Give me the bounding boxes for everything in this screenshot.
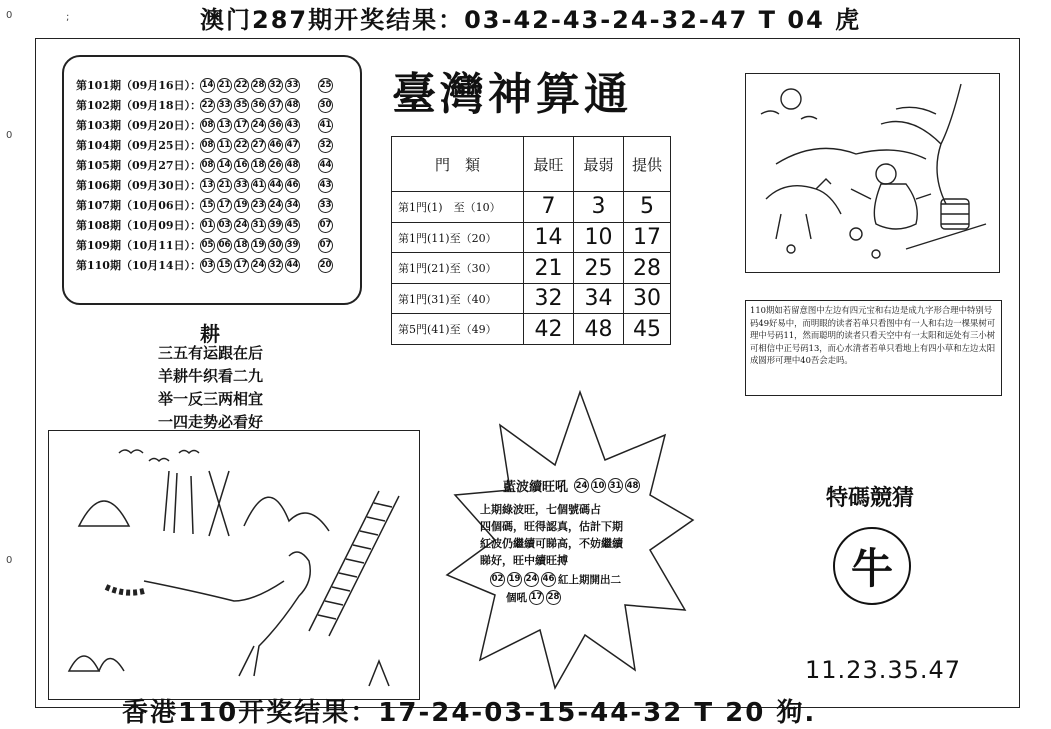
starburst-foot2-text: 個吼 bbox=[506, 591, 527, 604]
draw-history-row bbox=[76, 255, 350, 275]
number-ball: 08 bbox=[200, 138, 215, 153]
cell-range: 第1門(21)至（30） bbox=[392, 253, 524, 284]
number-ball: 41 bbox=[251, 178, 266, 193]
starburst-foot-row bbox=[490, 570, 690, 588]
draw-history-row bbox=[76, 195, 350, 215]
table-header-row bbox=[392, 137, 671, 192]
draw-history-row bbox=[76, 95, 350, 115]
draw-numbers bbox=[200, 118, 300, 133]
number-ball: 35 bbox=[234, 98, 249, 113]
header-max: 最旺 bbox=[524, 137, 574, 192]
margin-mark: 0 bbox=[6, 130, 13, 141]
number-ball: 33 bbox=[217, 98, 232, 113]
number-ball: 14 bbox=[200, 78, 215, 93]
draw-period-label: 第102期（09月18日）： bbox=[76, 99, 202, 112]
draw-period-label: 第107期（10月06日）： bbox=[76, 199, 202, 212]
cell-range: 第1門(11)至（20） bbox=[392, 222, 524, 253]
number-ball: 11 bbox=[217, 138, 232, 153]
special-number-ball: 32 bbox=[318, 138, 333, 153]
draw-numbers bbox=[200, 158, 300, 173]
special-number-ball: 25 bbox=[318, 78, 333, 93]
special-number-ball: 30 bbox=[318, 98, 333, 113]
special-guess-numbers: 11.23.35.47 bbox=[805, 656, 962, 684]
table-row bbox=[392, 253, 671, 284]
number-ball: 24 bbox=[234, 218, 249, 233]
special-number-ball: 20 bbox=[318, 258, 333, 273]
cell-min: 10 bbox=[574, 222, 624, 253]
draw-period-label: 第101期（09月16日）： bbox=[76, 79, 202, 92]
starburst-line: 上期綠波旺，七個號碼占 bbox=[480, 503, 601, 516]
margin-mark: 0 bbox=[6, 555, 13, 566]
number-ball: 32 bbox=[268, 78, 283, 93]
cell-provide: 17 bbox=[624, 222, 671, 253]
cell-range: 第1門(1) 至（10） bbox=[392, 192, 524, 223]
number-ball: 46 bbox=[541, 572, 556, 587]
number-ball: 10 bbox=[591, 478, 606, 493]
number-ball: 19 bbox=[507, 572, 522, 587]
number-ball: 39 bbox=[268, 218, 283, 233]
number-ball: 23 bbox=[251, 198, 266, 213]
draw-history-row bbox=[76, 75, 350, 95]
starburst-foot2-balls bbox=[529, 590, 561, 605]
cell-provide: 30 bbox=[624, 283, 671, 314]
number-ball: 27 bbox=[251, 138, 266, 153]
header-min: 最弱 bbox=[574, 137, 624, 192]
number-ball: 32 bbox=[268, 258, 283, 273]
number-ball: 19 bbox=[234, 198, 249, 213]
draw-history-row bbox=[76, 115, 350, 135]
number-ball: 18 bbox=[234, 238, 249, 253]
number-ball: 48 bbox=[625, 478, 640, 493]
number-ball: 36 bbox=[268, 118, 283, 133]
number-ball: 01 bbox=[200, 218, 215, 233]
poem-title: 耕 bbox=[200, 322, 220, 346]
number-ball: 24 bbox=[524, 572, 539, 587]
number-ball: 05 bbox=[200, 238, 215, 253]
number-ball: 44 bbox=[268, 178, 283, 193]
special-number-ball: 43 bbox=[318, 178, 333, 193]
number-ball: 14 bbox=[217, 158, 232, 173]
number-ball: 15 bbox=[200, 198, 215, 213]
starburst-line: 紅波仍繼續可睇高，不妨繼續 bbox=[480, 537, 623, 550]
special-number-ball: 07 bbox=[318, 238, 333, 253]
number-ball: 28 bbox=[546, 590, 561, 605]
number-ball: 44 bbox=[285, 258, 300, 273]
number-ball: 21 bbox=[217, 78, 232, 93]
draw-period-label: 第104期（09月25日）： bbox=[76, 139, 202, 152]
boy-deer-illustration bbox=[745, 73, 1000, 273]
cell-min: 25 bbox=[574, 253, 624, 284]
cat-ladder-drawing bbox=[49, 431, 419, 699]
starburst-foot-balls bbox=[490, 572, 556, 587]
number-ball: 02 bbox=[490, 572, 505, 587]
draw-period-label: 第108期（10月09日）： bbox=[76, 219, 202, 232]
number-ball: 19 bbox=[251, 238, 266, 253]
number-ball: 22 bbox=[234, 78, 249, 93]
draw-period-label: 第106期（09月30日）： bbox=[76, 179, 202, 192]
table-row bbox=[392, 192, 671, 223]
number-ball: 26 bbox=[268, 158, 283, 173]
starburst-title-balls bbox=[574, 478, 640, 493]
special-number-ball: 41 bbox=[318, 118, 333, 133]
door-stats-table bbox=[391, 136, 671, 345]
draw-period-label: 第109期（10月11日）： bbox=[76, 239, 202, 252]
header-category: 門 類 bbox=[392, 137, 524, 192]
starburst-body bbox=[480, 501, 680, 569]
starburst-line: 四個碼，旺得認真，估計下期 bbox=[480, 520, 623, 533]
number-ball: 21 bbox=[217, 178, 232, 193]
draw-numbers bbox=[200, 98, 300, 113]
draw-numbers bbox=[200, 218, 300, 233]
cell-max: 42 bbox=[524, 314, 574, 345]
hongkong-result-banner: 香港110开奖结果：17-24-03-15-44-32 T 20 狗. bbox=[122, 698, 817, 728]
draw-history-row bbox=[76, 175, 350, 195]
number-ball: 24 bbox=[268, 198, 283, 213]
cell-provide: 28 bbox=[624, 253, 671, 284]
cell-provide: 45 bbox=[624, 314, 671, 345]
draw-history-panel bbox=[62, 55, 362, 305]
number-ball: 33 bbox=[285, 78, 300, 93]
number-ball: 13 bbox=[200, 178, 215, 193]
number-ball: 03 bbox=[200, 258, 215, 273]
number-ball: 48 bbox=[285, 98, 300, 113]
draw-history-row bbox=[76, 215, 350, 235]
number-ball: 24 bbox=[251, 258, 266, 273]
number-ball: 17 bbox=[217, 198, 232, 213]
header-provide: 提供 bbox=[624, 137, 671, 192]
number-ball: 28 bbox=[251, 78, 266, 93]
number-ball: 24 bbox=[574, 478, 589, 493]
special-number-ball: 44 bbox=[318, 158, 333, 173]
number-ball: 06 bbox=[217, 238, 232, 253]
starburst-foot-row bbox=[490, 588, 690, 606]
number-ball: 22 bbox=[200, 98, 215, 113]
number-ball: 17 bbox=[234, 258, 249, 273]
number-ball: 17 bbox=[529, 590, 544, 605]
number-ball: 13 bbox=[217, 118, 232, 133]
starburst-line: 睇好，旺中續旺搏 bbox=[480, 554, 568, 567]
draw-numbers bbox=[200, 178, 300, 193]
number-ball: 22 bbox=[234, 138, 249, 153]
number-ball: 46 bbox=[268, 138, 283, 153]
draw-numbers bbox=[200, 138, 300, 153]
draw-history-row bbox=[76, 235, 350, 255]
cell-max: 7 bbox=[524, 192, 574, 223]
number-ball: 46 bbox=[285, 178, 300, 193]
number-ball: 37 bbox=[268, 98, 283, 113]
poem bbox=[158, 342, 298, 434]
starburst-title bbox=[503, 476, 640, 495]
number-ball: 31 bbox=[608, 478, 623, 493]
starburst-title-text: 藍波續旺吼 bbox=[503, 480, 569, 495]
number-ball: 31 bbox=[251, 218, 266, 233]
number-ball: 36 bbox=[251, 98, 266, 113]
draw-numbers bbox=[200, 198, 300, 213]
table-row bbox=[392, 222, 671, 253]
number-ball: 08 bbox=[200, 118, 215, 133]
macau-result-banner: 澳门287期开奖结果：03-42-43-24-32-47 T 04 虎 bbox=[200, 6, 862, 34]
special-guess-label: 特碼競猜 bbox=[826, 485, 915, 511]
draw-numbers bbox=[200, 238, 300, 253]
special-number-ball: 07 bbox=[318, 218, 333, 233]
margin-mark: ; bbox=[66, 12, 70, 23]
number-ball: 45 bbox=[285, 218, 300, 233]
page-title: 臺灣神算通 bbox=[392, 69, 632, 120]
number-ball: 39 bbox=[285, 238, 300, 253]
boy-deer-drawing bbox=[746, 74, 999, 272]
draw-history-row bbox=[76, 155, 350, 175]
number-ball: 24 bbox=[251, 118, 266, 133]
table-row bbox=[392, 283, 671, 314]
poem-line: 举一反三两相宜 bbox=[158, 390, 264, 408]
cell-provide: 5 bbox=[624, 192, 671, 223]
cat-ladder-illustration bbox=[48, 430, 420, 700]
number-ball: 34 bbox=[285, 198, 300, 213]
draw-numbers bbox=[200, 78, 300, 93]
special-number-ball: 33 bbox=[318, 198, 333, 213]
cell-max: 21 bbox=[524, 253, 574, 284]
number-ball: 48 bbox=[285, 158, 300, 173]
number-ball: 08 bbox=[200, 158, 215, 173]
number-ball: 17 bbox=[234, 118, 249, 133]
number-ball: 33 bbox=[234, 178, 249, 193]
number-ball: 15 bbox=[217, 258, 232, 273]
number-ball: 43 bbox=[285, 118, 300, 133]
cell-range: 第5門(41)至（49） bbox=[392, 314, 524, 345]
draw-numbers bbox=[200, 258, 300, 273]
starburst-footer bbox=[490, 570, 690, 606]
draw-history-row bbox=[76, 135, 350, 155]
poem-line: 三五有运跟在后 bbox=[158, 344, 264, 362]
draw-period-label: 第110期（10月14日）： bbox=[76, 259, 202, 272]
riddle-text: 110期如若留意图中左边有四元宝和右边是成九字形合理中特别号码49好易中，而明眼的读者若单只看图中有一人和右边一棵果树可理中号码11，然而聪明的读者只看天空中有一太阳和远处有三小树可相信中正号码13，而心水清者若单只看地上有四小草和左边太阳成圆形可理中40吾会走吗。 bbox=[745, 300, 1002, 396]
cell-max: 32 bbox=[524, 283, 574, 314]
cell-min: 3 bbox=[574, 192, 624, 223]
cell-min: 34 bbox=[574, 283, 624, 314]
starburst-foot-text: 紅上期開出二 bbox=[558, 573, 621, 586]
cell-range: 第1門(31)至（40） bbox=[392, 283, 524, 314]
poem-line: 羊耕牛织看二九 bbox=[158, 367, 264, 385]
number-ball: 47 bbox=[285, 138, 300, 153]
cell-min: 48 bbox=[574, 314, 624, 345]
number-ball: 30 bbox=[268, 238, 283, 253]
margin-mark: 0 bbox=[6, 10, 13, 21]
zodiac-circle: 牛 bbox=[833, 527, 911, 605]
number-ball: 03 bbox=[217, 218, 232, 233]
table-row bbox=[392, 314, 671, 345]
draw-period-label: 第105期（09月27日）： bbox=[76, 159, 202, 172]
number-ball: 16 bbox=[234, 158, 249, 173]
poem-line: 一四走势必看好 bbox=[158, 413, 264, 431]
cell-max: 14 bbox=[524, 222, 574, 253]
number-ball: 18 bbox=[251, 158, 266, 173]
draw-period-label: 第103期（09月20日）： bbox=[76, 119, 202, 132]
